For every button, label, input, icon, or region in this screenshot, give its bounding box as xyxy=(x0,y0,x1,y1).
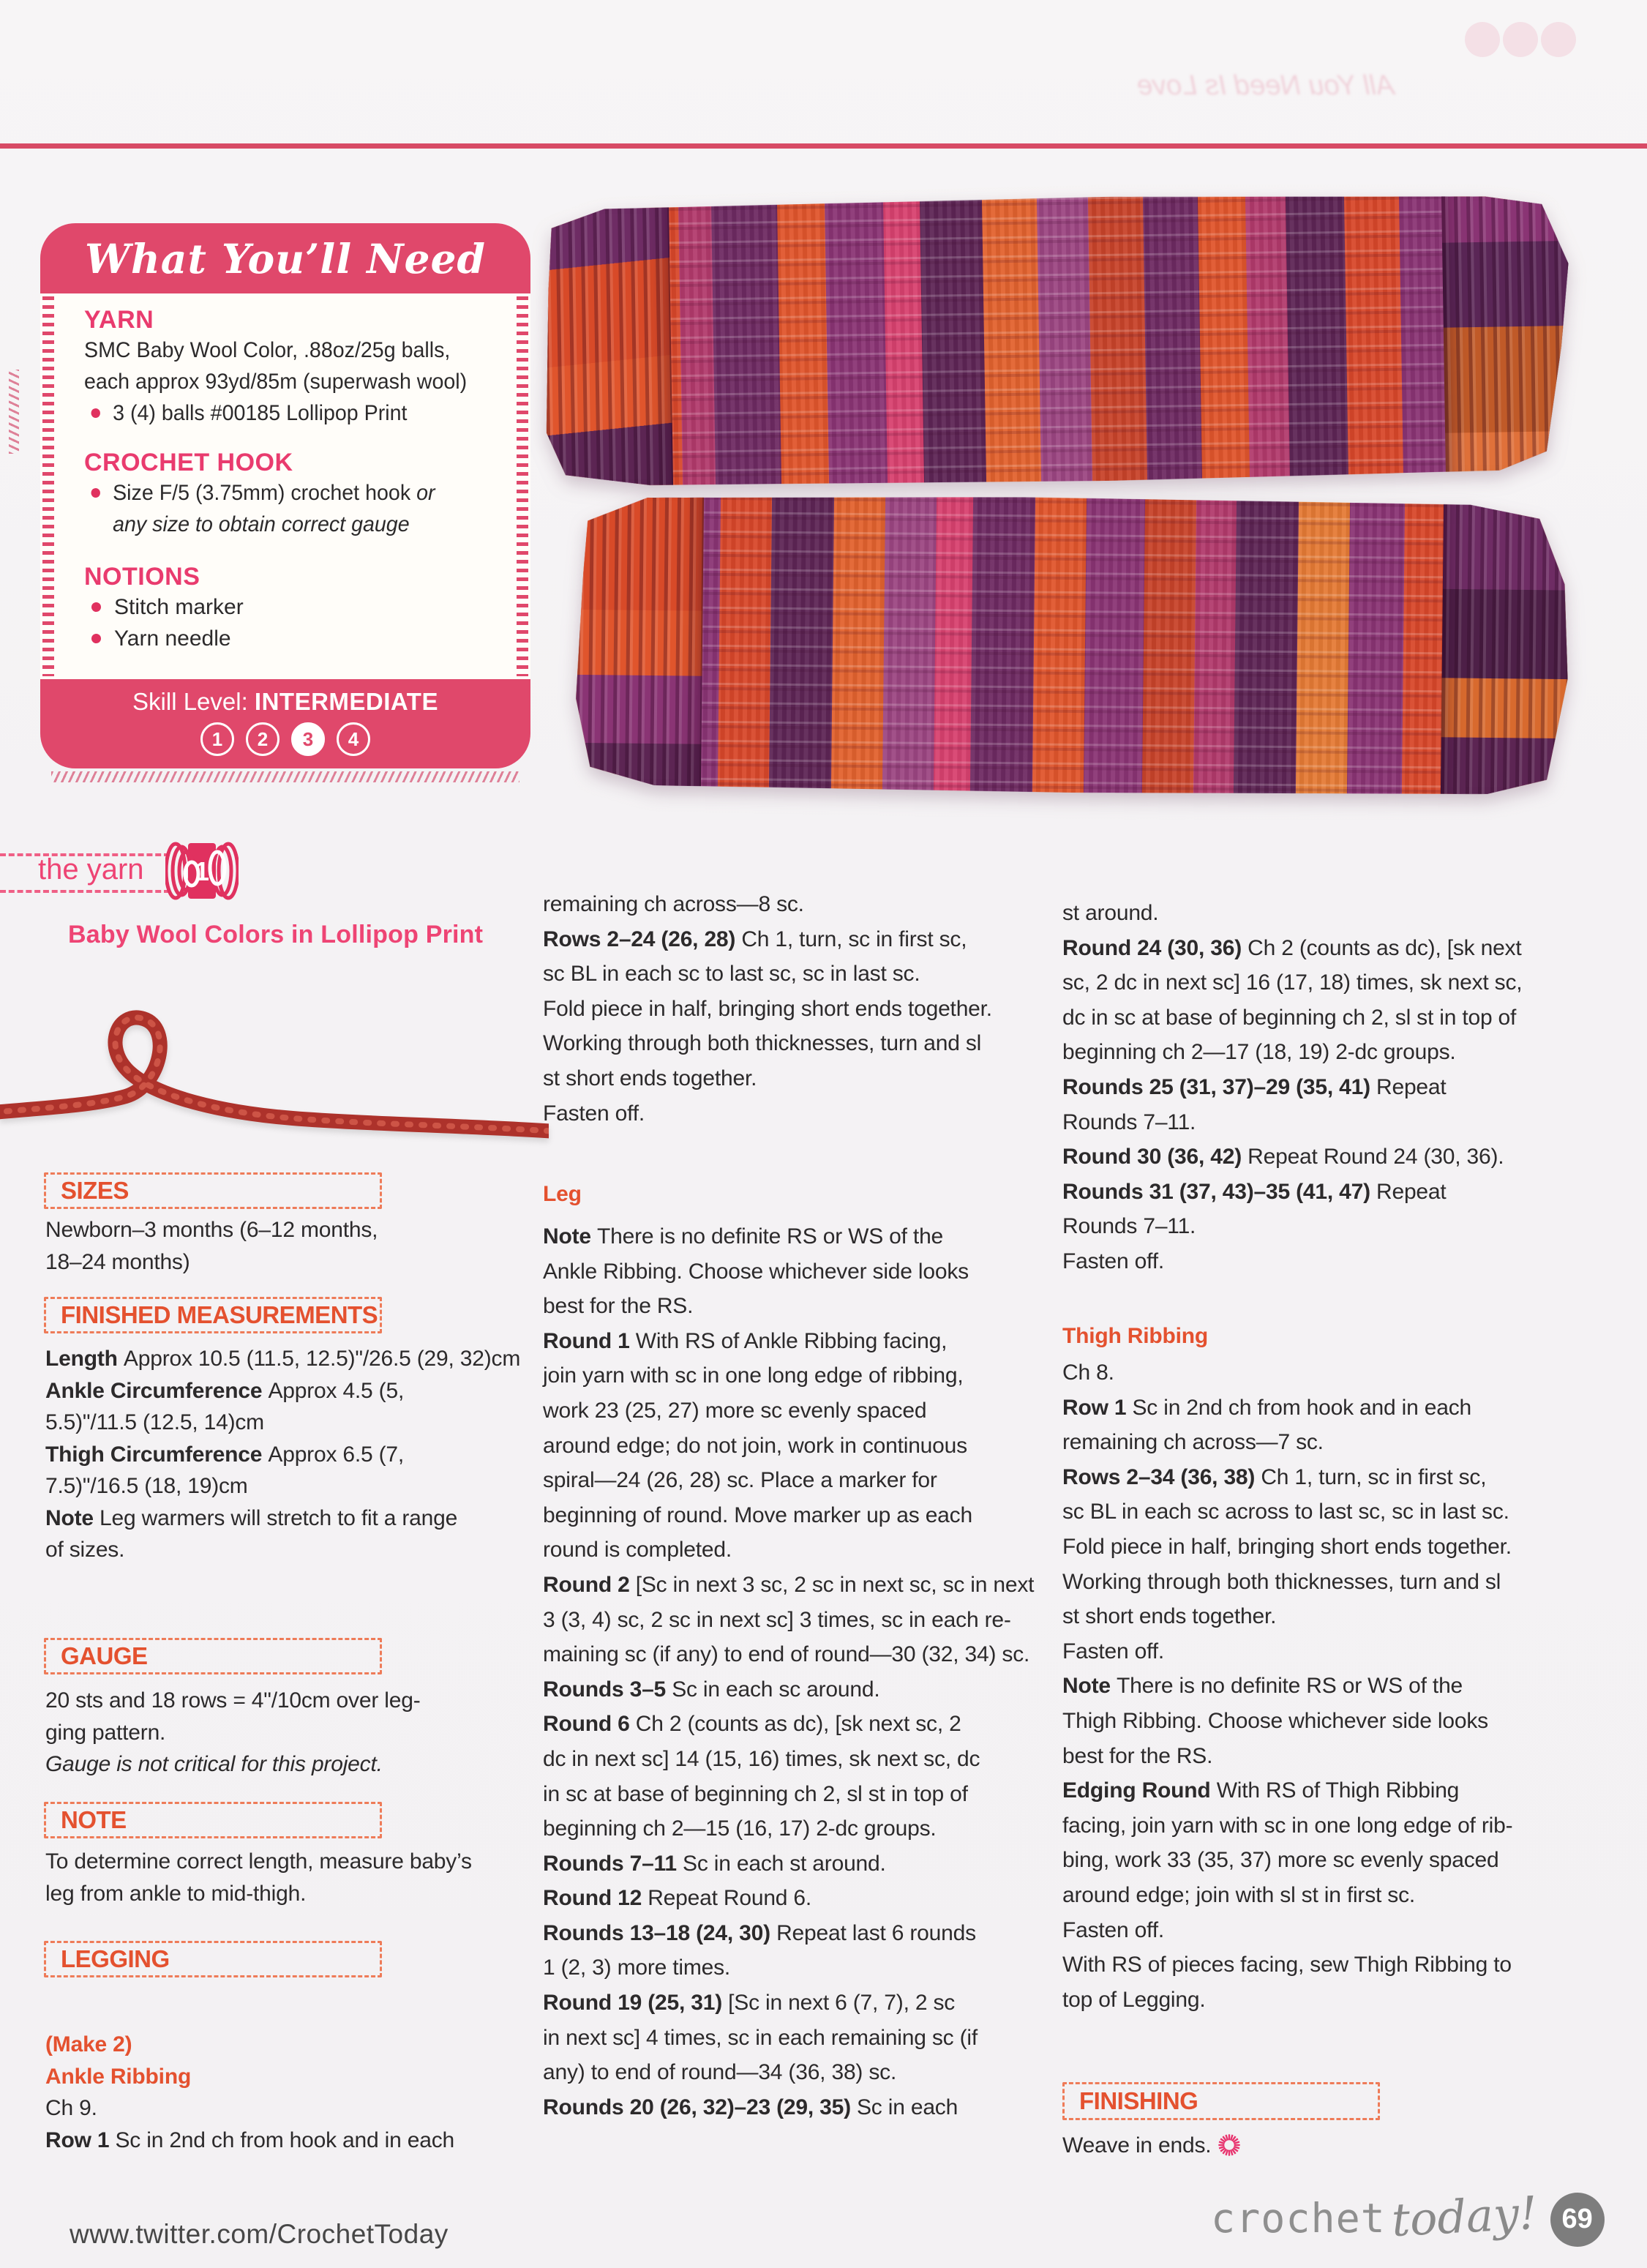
pattern-line: Fasten off. xyxy=(543,1101,645,1126)
pattern-line: top of Legging. xyxy=(1062,1987,1206,2012)
pattern-line: Row 1 Sc in 2nd ch from hook and in each xyxy=(45,2127,454,2152)
pattern-line: in sc at base of beginning ch 2, sl st in top of xyxy=(543,1781,968,1806)
yarn-tag-label: the yarn xyxy=(38,853,144,886)
pattern-line: Ankle Ribbing xyxy=(45,2064,192,2089)
skill-level-1: 1 xyxy=(200,722,234,756)
pattern-line: Weave in ends. xyxy=(1062,2128,1571,2163)
section-box-finishing xyxy=(1062,2082,1380,2120)
notion-item: Stitch marker xyxy=(84,591,510,623)
pattern-line: Gauge is not critical for this project. xyxy=(45,1752,383,1776)
need-box-title: What You’ll Need xyxy=(85,234,486,282)
pattern-line: Thigh Circumference Approx 6.5 (7, xyxy=(45,1442,405,1467)
pattern-line: st short ends together. xyxy=(543,1066,757,1090)
pattern-line: Rounds 7–11 Sc in each st around. xyxy=(543,1851,886,1876)
pattern-line: Working through both thicknesses, turn and sl xyxy=(543,1031,982,1056)
pattern-text-block xyxy=(1062,1319,1571,1354)
pattern-line: Rows 2–34 (36, 38) Ch 1, turn, sc in first sc, xyxy=(1062,1464,1487,1489)
pattern-line: Note There is no definite RS or WS of the xyxy=(1062,1674,1463,1699)
pattern-line: Fasten off. xyxy=(1062,1639,1164,1663)
hook-bullet-continuation: any size to obtain correct gauge xyxy=(113,512,410,536)
section-label: NOTE xyxy=(61,1806,127,1833)
pattern-line: bing, work 33 (35, 37) more sc evenly spaced xyxy=(1062,1848,1499,1873)
pattern-line: any) to end of round—34 (36, 38) sc. xyxy=(543,2060,897,2085)
pattern-line: best for the RS. xyxy=(543,1294,694,1319)
pattern-line: around edge; join with sl st in first sc. xyxy=(1062,1882,1416,1907)
pattern-line: To determine correct length, measure baby’s xyxy=(45,1849,472,1874)
crochet-hook-heading: CROCHET HOOK xyxy=(84,449,293,476)
pattern-line: Round 1 With RS of Ankle Ribbing facing, xyxy=(543,1328,948,1353)
pattern-line: Fold piece in half, bringing short ends together. xyxy=(543,996,992,1021)
ghost-showthrough-text: All You Need Is Love xyxy=(1136,70,1395,101)
pattern-line: Newborn–3 months (6–12 months, xyxy=(45,1218,378,1242)
pattern-line: Leg xyxy=(543,1182,582,1206)
pattern-line: facing, join yarn with sc in one long edge of rib- xyxy=(1062,1813,1513,1838)
pattern-line: sc BL in each sc to last sc, sc in last sc. xyxy=(543,962,920,987)
pattern-line: spiral—24 (26, 28) sc. Place a marker for xyxy=(543,1468,937,1493)
yarn-caption: Baby Wool Colors in Lollipop Print xyxy=(68,921,484,948)
notions-heading: NOTIONS xyxy=(84,563,200,591)
pattern-line: 5.5)"/11.5 (12.5, 14)cm xyxy=(45,1410,264,1434)
yarn-heading: YARN xyxy=(84,306,154,334)
pattern-line: Rounds 7–11. xyxy=(1062,1109,1196,1134)
pattern-line: Round 19 (25, 31) [Sc in next 6 (7, 7), 2 sc xyxy=(543,1991,956,2016)
pattern-line: Fasten off. xyxy=(1062,1917,1164,1942)
skill-level-text: Skill Level: INTERMEDIATE xyxy=(132,688,438,715)
pattern-line: Round 2 [Sc in next 3 sc, 2 sc in next sc, sc in next xyxy=(543,1572,1035,1597)
pattern-line: (Make 2) xyxy=(45,2032,132,2056)
pattern-line: ging pattern. xyxy=(45,1720,166,1745)
pattern-line: Rows 2–24 (26, 28) Ch 1, turn, sc in first sc, xyxy=(543,927,967,951)
logo-word-crochet: crochet xyxy=(1211,2195,1386,2242)
yarn-bullet: 3 (4) balls #00185 Lollipop Print xyxy=(84,397,490,429)
page-number-badge: 69 xyxy=(1550,2193,1605,2247)
pattern-line: join yarn with sc in one long edge of ribbing, xyxy=(543,1363,964,1388)
pattern-line: around edge; do not join, work in continuous xyxy=(543,1433,967,1458)
pattern-line: Thigh Ribbing. Choose whichever side looks xyxy=(1062,1708,1488,1733)
pattern-line: remaining ch across—7 sc. xyxy=(1062,1430,1324,1455)
pattern-line: st around. xyxy=(1062,901,1159,925)
pattern-line: Rounds 31 (37, 43)–35 (41, 47) Repeat xyxy=(1062,1179,1447,1204)
yarn-line: each approx 93yd/85m (superwash wool) xyxy=(84,370,468,394)
yarn-weight-number: 1 xyxy=(194,856,210,886)
pattern-line: With RS of pieces facing, sew Thigh Ribbing to xyxy=(1062,1953,1512,1977)
pattern-line: beginning of round. Move marker up as each xyxy=(543,1502,972,1527)
pattern-line: Working through both thicknesses, turn and sl xyxy=(1062,1569,1501,1594)
pattern-line: Rounds 3–5 Sc in each sc around. xyxy=(543,1677,880,1702)
pattern-line: dc in next sc] 14 (15, 16) times, sk next sc, dc xyxy=(543,1746,980,1771)
pattern-line: beginning ch 2—15 (16, 17) 2-dc groups. xyxy=(543,1816,937,1841)
notion-item: Yarn needle xyxy=(84,623,510,654)
pattern-line: beginning ch 2—17 (18, 19) 2-dc groups. xyxy=(1062,1040,1456,1065)
pattern-line: sc, 2 dc in next sc] 16 (17, 18) times, sk next sc, xyxy=(1062,970,1523,995)
logo-word-today: today! xyxy=(1390,2185,1539,2248)
pattern-line: Round 30 (36, 42) Repeat Round 24 (30, 36). xyxy=(1062,1145,1504,1169)
pattern-line: Fasten off. xyxy=(1062,1249,1164,1273)
pattern-line: Row 1 Sc in 2nd ch from hook and in each xyxy=(1062,1395,1471,1420)
pattern-line: leg from ankle to mid-thigh. xyxy=(45,1881,307,1906)
pattern-line: round is completed. xyxy=(543,1538,732,1562)
pattern-line: Fold piece in half, bringing short ends together. xyxy=(1062,1534,1512,1559)
skill-level-2: 2 xyxy=(246,722,279,756)
pattern-line: remaining ch across—8 sc. xyxy=(543,892,804,916)
pattern-line: Ankle Ribbing. Choose whichever side looks xyxy=(543,1259,969,1284)
pattern-line: 18–24 months) xyxy=(45,1249,190,1274)
pattern-line: in next sc] 4 times, sc in each remaining sc (if xyxy=(543,2025,978,2050)
pattern-line: Thigh Ribbing xyxy=(1062,1324,1209,1348)
pattern-line: Rounds 20 (26, 32)–23 (29, 35) Sc in each xyxy=(543,2095,958,2119)
pattern-line: 20 sts and 18 rows = 4"/10cm over leg- xyxy=(45,1688,421,1713)
section-label: SIZES xyxy=(61,1177,129,1204)
pattern-text-block xyxy=(1062,1355,1571,2017)
pattern-line: Edging Round With RS of Thigh Ribbing xyxy=(1062,1778,1460,1803)
pattern-line: work 23 (25, 27) more sc evenly spaced xyxy=(543,1398,927,1423)
pattern-line: 1 (2, 3) more times. xyxy=(543,1956,731,1980)
pattern-line: Ch 9. xyxy=(45,2096,97,2120)
pattern-line: 7.5)"/16.5 (18, 19)cm xyxy=(45,1474,248,1498)
pattern-line: Round 24 (30, 36) Ch 2 (counts as dc), [sk next xyxy=(1062,935,1522,960)
pattern-line: Rounds 7–11. xyxy=(1062,1214,1196,1239)
pattern-line: Ch 8. xyxy=(1062,1361,1114,1385)
pattern-line: Round 12 Repeat Round 6. xyxy=(543,1886,812,1911)
pattern-text-block xyxy=(1062,896,1571,1279)
pattern-line: Length Approx 10.5 (11.5, 12.5)"/26.5 (29, 32)cm xyxy=(45,1347,521,1371)
pattern-line: Round 6 Ch 2 (counts as dc), [sk next sc, 2 xyxy=(543,1712,961,1737)
pattern-line: Note There is no definite RS or WS of the xyxy=(543,1224,944,1249)
pattern-line: Ankle Circumference Approx 4.5 (5, xyxy=(45,1378,405,1403)
pattern-line: st short ends together. xyxy=(1062,1604,1277,1629)
pattern-line: of sizes. xyxy=(45,1538,125,1562)
twitter-url: www.twitter.com/CrochetToday xyxy=(70,2219,449,2249)
crochet-today-logo xyxy=(1211,2185,1605,2248)
section-label: LEGGING xyxy=(61,1945,170,1972)
pattern-line: maining sc (if any) to end of round—30 (32, 34) sc. xyxy=(543,1642,1030,1667)
sunburst-icon xyxy=(1218,2133,1241,2157)
section-label: GAUGE xyxy=(61,1642,148,1669)
pattern-line: Note Leg warmers will stretch to fit a range xyxy=(45,1505,458,1530)
hook-bullet: Size F/5 (3.75mm) crochet hook or xyxy=(84,477,490,509)
skill-level-3: 3 xyxy=(291,722,325,756)
skill-level-4: 4 xyxy=(337,722,370,756)
yarn-line: SMC Baby Wool Color, .88oz/25g balls, xyxy=(84,338,451,362)
section-label: FINISHED MEASUREMENTS xyxy=(61,1301,378,1328)
pattern-line: Rounds 25 (31, 37)–29 (35, 41) Repeat xyxy=(1062,1074,1447,1099)
pattern-line: Rounds 13–18 (24, 30) Repeat last 6 rounds xyxy=(543,1920,976,1945)
pattern-line: best for the RS. xyxy=(1062,1743,1213,1768)
pattern-line: dc in sc at base of beginning ch 2, sl st in top of xyxy=(1062,1005,1517,1030)
pattern-line: 3 (3, 4) sc, 2 sc in next sc] 3 times, sc in each re- xyxy=(543,1607,1011,1632)
section-label: FINISHING xyxy=(1079,2087,1198,2114)
pattern-text-block xyxy=(1062,2128,1571,2163)
pattern-line: sc BL in each sc across to last sc, sc in last sc. xyxy=(1062,1500,1509,1524)
